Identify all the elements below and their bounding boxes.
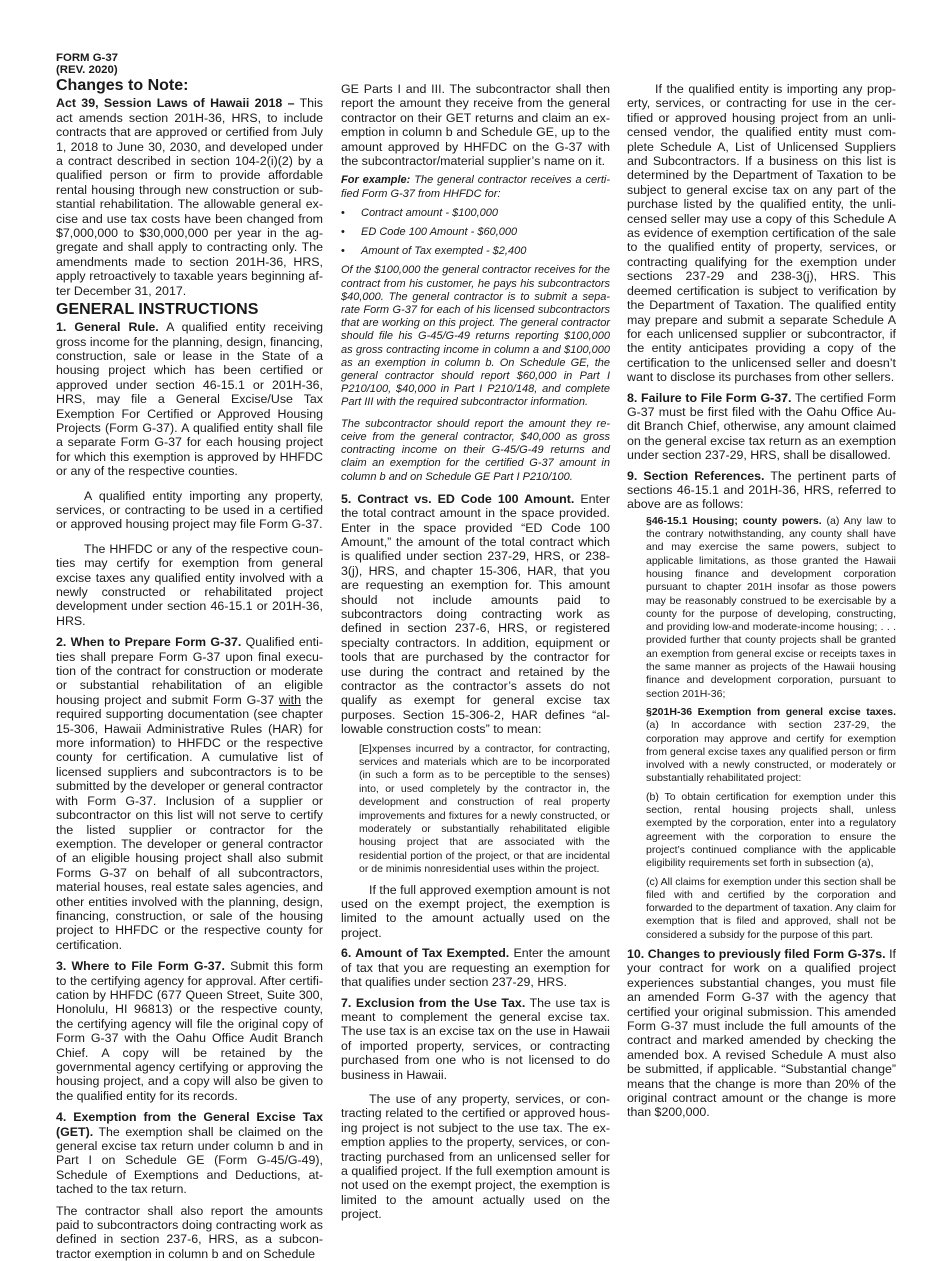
statute-46-15-1	[646, 515, 896, 701]
section-7-text: The use tax is meant to complement the general excise tax. The use tax is an excise tax on the use in Hawaii of imported property, services, or contracting purchased from one who is not licensed to do business in Hawaii.	[341, 995, 610, 1082]
act-text: This act amends section 201H-36, HRS, to include contracts that are approved or certified from July 1, 2018 to June 30, 2030, and developed under a contract described in section 104-2(i)(2) by a qualified person or firm to provide affordable rental housing through new construction or substantial rehabilitation. The allowable general excise and use tax costs have been changed from $7,000,000 to $30,000,000 per year in the aggregate and shall apply to contracting only. The amendments made to section 201H-36, HRS, apply retroactively to taxable years beginning after December 31, 2017.	[56, 96, 324, 298]
statute-46-15-1-title: §46-15.1 Housing; county powers.	[646, 514, 822, 527]
example-label: For example:	[341, 174, 411, 187]
column-left	[56, 52, 323, 1261]
section-5-paragraph	[341, 492, 610, 737]
section-3-title: 3. Where to File Form G-37.	[56, 959, 225, 974]
section-6-text: Enter the amount of tax that you are requesting an exemption for that qualifies under section 237-29, HRS.	[341, 946, 610, 990]
section-7-paragraph	[341, 996, 610, 1082]
list-item: • Amount of Tax exempted - $2,400	[341, 245, 610, 258]
section-1-paragraph	[56, 320, 323, 478]
section-8-paragraph	[627, 391, 896, 463]
section-1-title: 1. General Rule.	[56, 320, 159, 335]
section-6-paragraph	[341, 946, 610, 989]
statute-quotes	[646, 515, 896, 942]
example-intro	[341, 174, 610, 200]
form-number: FORM G-37	[56, 52, 119, 64]
statute-46-15-1-text: (a) Any law to the contrary notwithstanding, any county shall have and may exercise the same powers, subject to applicable limitations, as those granted the Hawaii housing finance and development corporation pursuant to chapter 201H insofar as those powers may be reasonably construed to be exercisable by a county for the purpose of developing, constructing, and providing low-and moderate-income housing; . . . provided further that county projects shall be granted an exemption from general excise or receipts taxes in the same manner as projects of the Hawaii housing finance and development corporation, pursuant to section 201H-36;	[646, 514, 896, 700]
changes-heading: Changes to Note:	[56, 77, 189, 95]
section-9-title: 9. Section References.	[627, 468, 765, 483]
section-3-paragraph	[56, 959, 323, 1103]
list-item: • ED Code 100 Amount - $60,000	[341, 226, 610, 239]
section-10-text: If your contract for work on a qualified project experiences substantial changes, you must file an amended Form G-37 with the agency that certified your original submission. This amended Form G-37 must include the full amounts of the contract and marked amended by checking the amended box. A revised Schedule A must also be submitted, if applicable. “Substantial change” means that the change is more than 20% of the original contract amount or the change is more than $200,000.	[627, 946, 896, 1120]
section-7-paragraph-3: If the qualified entity is importing any property, services, or contracting for use in the certified or approved housing project from an unlicensed vendor, the qualified entity must complete Schedule A, List of Unlicensed Suppliers and Subcontractors. If a business on this list is determined by the Department of Taxation to be subject to general excise tax on any part of the purchase listed by the qualified entity, the unlicensed seller may use a copy of this Schedule A as evidence of exemption certification of the sale to the qualified entity of property, services, or contracting qualifying for the exemption under sections 237-29 and 238-3(j), HRS. This deemed certification is subject to verification by the Department of Taxation. The qualified entity may prepare and submit a separate Schedule A for each unlicensed supplier or subcontractor, if the entity anticipates providing a copy of the certification to the unlicensed seller and doesn’t want to disclose its purchases from other sellers.	[627, 82, 896, 385]
section-8-title: 8. Failure to File Form G-37.	[627, 390, 792, 405]
statute-201h-36	[646, 706, 896, 786]
section-1-paragraph-3: The HHFDC or any of the respective counties may certify for exemption from general excise taxes any qualified entity involved with a newly constructed or rehabilitated project development under section 46-15.1 or 201H-36, HRS.	[56, 541, 323, 628]
statute-201h-36-title: §201H-36 Exemption from general excise taxes.	[646, 705, 896, 718]
statute-201h-36-c: (c) All claims for exemption under this section shall be filed with and certified by the corporation and forwarded to the department of taxation. Any claim for exemption that is filed and approved, shall not be considered a subsidy for the purpose of this part.	[646, 875, 896, 941]
quote-text: [E]xpenses incurred by a contractor, for contracting, services and materials which are to be incorporated (in such a form as to be perceptible to the senses) into, or used completely by the contractor in, the development and construction of real property improvements and fixtures for a newly constructed, or moderately or substantially rehabilitated eligible housing project that are associated with the residential portion of the project, or that are incidental or de minimis nonresidential uses within the project.	[359, 742, 610, 876]
section-10-title: 10. Changes to previously filed Form G-37s.	[627, 946, 886, 961]
allowable-costs-quote	[359, 743, 610, 877]
section-5-title: 5. Contract vs. ED Code 100 Amount.	[341, 491, 575, 506]
section-9-text: The pertinent parts of sections 46-15.1 and 201H-36, HRS, referred to above are as follows:	[627, 468, 897, 512]
section-4-continuation: GE Parts I and III. The subcontractor shall then report the amount they receive from the general contractor on their GET returns and claim an exemption in column b and Schedule GE, up to the amount approved by HHFDC on the G-37 with the subcontractor/material supplier’s name on it.	[341, 82, 610, 169]
section-4-text: The exemption shall be claimed on the general excise tax return under column b and in Part I on Schedule GE (Form G-45/G-49), Schedule of Exemptions and Deductions, attached to the tax return.	[56, 1124, 323, 1197]
section-2-text-b: the required supporting documentation (see chapter 15-306, Hawaii Administrative Rules (HAR) for more information) to HHFDC or the respective county for certification. A cumulative list of licensed suppliers and subcontractors is to be submitted by the developer or general contractor with Form G-37. Inclusion of a supplier or subcontractor on this list will not serve to certify the listed supplier or contractor for the exemption. The developer or general contractor of an eligible housing project shall also submit Forms G-37 on behalf of all subcontractors, material houses, real estate sales agencies, and other entities involved with the planning, design, financing, construction, or sale of the housing project to HHFDC or the respective county for certification.	[56, 692, 323, 952]
section-1-text: A qualified entity receiving gross income for the planning, design, financing, construction, sale or lease in the State of a housing project which has been certified or approved under section 46-15.1 or 201H-36, HRS, may file a General Excise/Use Tax Exemption For Certified or Approved Housing Projects (Form G-37). A qualified entity shall file a separate Form G-37 for each housing project for which this exemption is approved by HHFDC or any of the respective counties.	[56, 320, 323, 479]
statute-201h-36-text: (a) In accordance with section 237-29, the corporation may approve and certify for exemption from general excise taxes any qualified person or firm involved with a newly constructed, or moderately or substantially rehabilitated project:	[646, 719, 896, 785]
section-5-after: If the full approved exemption amount is not used on the exempt project, the exemption is limited to the amount actually used on the project.	[341, 882, 610, 940]
example-text: The general contractor receives a certified Form G-37 from HHFDC for:	[341, 174, 611, 200]
section-7-paragraph-2: The use of any property, services, or contracting related to the certified or approved housing project is not subject to the use tax. The exemption applies to the property, services, or contracting purchased from an unlicensed seller for a qualified project. If the full exemption amount is not used on the exempt project, the exemption is limited to the amount actually used on the project.	[341, 1091, 610, 1222]
section-9-paragraph	[627, 469, 896, 512]
section-4-paragraph	[56, 1110, 323, 1196]
list-item: • Contract amount - $100,000	[341, 207, 610, 220]
section-4-title: 4. Exemption from the General Excise Tax (GET).	[56, 1110, 323, 1139]
column-middle	[341, 82, 610, 1222]
example-paragraph-1: Of the $100,000 the general contractor receives for the contract from his customer, he pays his subcontractors $40,000. The general contractor is to submit a separate Form G-37 for each of his licensed subcontractors that are working on this project. The general contractor should file his G-45/G-49 returns reporting $100,000 as gross contracting income in column a and $100,000 as an exemption in column b. On Schedule GE, the general contractor should report $60,000 in Part I P210/100, $40,000 in Part I P210/148, and complete Part III with the required subcontractor information.	[341, 264, 610, 409]
section-2-text-a: Qualified entities shall prepare Form G-37 upon final execution of the contract for construction or moderate or substantial rehabilitation of an eligible housing project and submit Form G-37	[56, 635, 323, 707]
act-39-paragraph	[56, 96, 323, 298]
section-4-paragraph-2: The contractor shall also report the amounts paid to subcontractors doing contracting work as defined in section 237-6, HRS, as a subcontractor exemption in column b and on Schedule	[56, 1203, 323, 1261]
example-paragraph-2: The subcontractor should report the amount they receive from the general contractor, $40,000 as gross contracting income on their G-45/G-49 returns and claim an exemption for the certified G-37 amount in column b and on Schedule GE Part I P210/100.	[341, 417, 610, 483]
column-right	[627, 82, 896, 1120]
section-2-title: 2. When to Prepare Form G-37.	[56, 635, 242, 650]
section-10-paragraph	[627, 947, 896, 1120]
section-2-paragraph	[56, 635, 323, 952]
section-5-text: Enter the total contract amount in the space provided. Enter in the space provided “ED Code 100 Amount,” the amount of the total contract which is qualified under section 237-29, HRS, or 238-3(j), HRS, and chapter 15-306, HAR, that you are requesting an exemption for. This amount should not include amounts paid to subcontractors doing contracting work as defined in section 237-6, HRS, or registered specialty contractors. In addition, equipment or tools that are purchased by the contractor for use during the contract and retained by the contractor as the contractor’s assets do not qualify as exempt for general excise tax purposes. Section 15-306-2, HAR defines “allowable construction costs” to mean:	[341, 491, 610, 737]
section-7-title: 7. Exclusion from the Use Tax.	[341, 995, 526, 1010]
section-1-paragraph-2: A qualified entity importing any property, services, or contracting to be used in a certified or approved housing project may file Form G-37.	[56, 488, 323, 532]
statute-201h-36-b: (b) To obtain certification for exemption under this section, rental housing projects shall, unless exempted by the corporation, enter into a regulatory agreement with the corporation to ensure the project’s continued compliance with the applicable eligibility requirements set forth in subsection (a),	[646, 790, 896, 870]
general-instructions-heading: GENERAL INSTRUCTIONS	[56, 301, 259, 319]
act-title: Act 39, Session Laws of Hawaii 2018 –	[56, 96, 295, 111]
example-list	[341, 207, 610, 259]
section-8-text: The certified Form G-37 must be first filed with the Oahu Office Audit Branch Chief, otherwise, any amount claimed on the general excise tax return as an exemption under section 237-29, HRS, shall be disallowed.	[627, 390, 896, 463]
section-3-text: Submit this form to the certifying agency for approval. After certification by HHFDC (677 Queen Street, Suite 300, Honolulu, HI 96813) or the respective county, the certifying agency will file the original copy of Form G-37 with the Oahu Office Audit Branch Chief. A copy will be retained by the governmental agency certifying or approving the housing project, and a copy will also be given to the qualified entity for its records.	[56, 959, 324, 1103]
section-6-title: 6. Amount of Tax Exempted.	[341, 946, 510, 961]
form-revision: (REV. 2020)	[56, 64, 118, 77]
section-2-with: with	[278, 692, 301, 707]
